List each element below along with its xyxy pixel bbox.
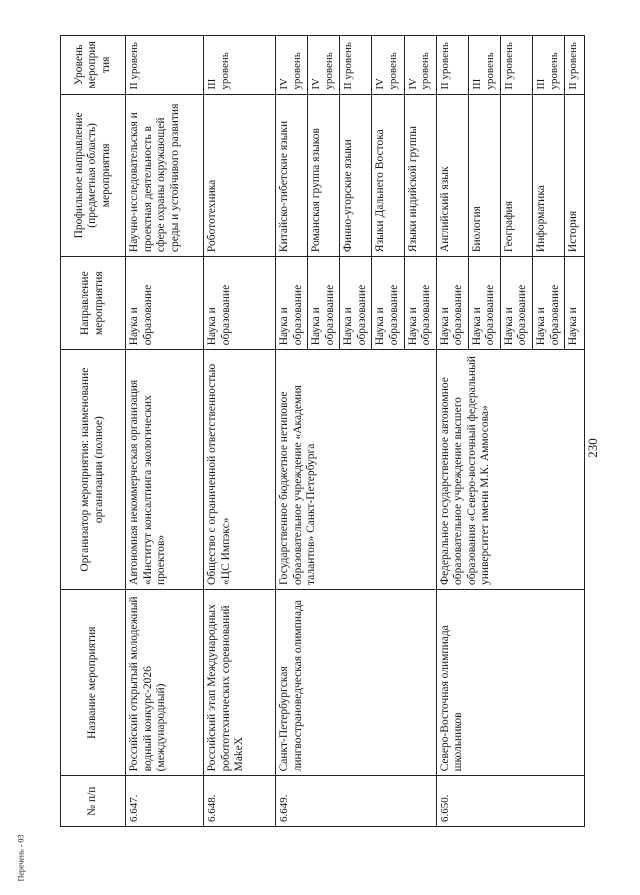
row-level: II уровень [565,36,585,95]
row-profile: История [565,94,585,256]
row-organizer: Автономная некоммерческая организация «Институт консалтинга экологических проектов» [126,350,204,590]
row-direction: Наука и образование [126,257,204,350]
row-name: Санкт-Петербургская лингвострановедческая олимпиада [276,589,437,775]
header-organizer: Организатор мероприятия: наименование организации (полное) [61,350,126,590]
row-direction: Наука и [565,257,585,350]
row-profile: Биология [468,94,500,256]
row-profile: Китайско-тибетские языки [276,94,308,256]
row-direction: Наука и образование [372,257,404,350]
row-level: IV уровень [404,36,436,95]
row-number: 6.647. [126,776,204,827]
row-number: 6.650. [436,776,585,827]
row-profile: География [500,94,532,256]
row-profile: Английский язык [436,94,468,256]
row-direction: Наука и образование [404,257,436,350]
row-level: III уровень [204,36,276,95]
row-direction: Наука и образование [500,257,532,350]
row-direction: Наука и образование [436,257,468,350]
row-profile: Финно-угорские языки [340,94,372,256]
table-row [436,36,468,827]
row-number: 6.648. [204,776,276,827]
row-organizer: Федеральное государственное автономное образовательное учреждение высшего образования «Северо-восточный федеральный университет имени М.К. Аммосова» [436,350,585,590]
row-direction: Наука и образование [276,257,308,350]
row-number: 6.649. [276,776,437,827]
footer-note: Перечень - 03 [16,834,26,882]
row-level: IV уровень [372,36,404,95]
events-table [60,35,585,827]
row-profile: Информатика [533,94,565,256]
row-level: III уровень [468,36,500,95]
row-name: Северо-Восточная олимпиада школьников [436,589,585,775]
row-profile: Языки индийской группы [404,94,436,256]
row-level: II уровень [436,36,468,95]
header-number: № п/п [61,776,126,827]
row-direction: Наука и образование [468,257,500,350]
row-level: IV уровень [276,36,308,95]
row-profile: Языки Дальнего Востока [372,94,404,256]
row-profile: Научно-исследовательская и проектная деятельность в сфере охраны окружающей среды и устойчивого развития [126,94,204,256]
header-name: Название мероприятия [61,589,126,775]
rotated-table-wrapper [60,35,585,827]
row-organizer: Общество с ограниченной ответственностью «ЦС Импэкс» [204,350,276,590]
table-row [276,36,308,827]
row-name: Российский этап Международных робототехнических соревнований MakeX [204,589,276,775]
header-profile: Профильное направление (предметная область) мероприятия [61,94,126,256]
row-level: II уровень [500,36,532,95]
row-level: II уровень [126,36,204,95]
page-number: 230 [585,438,600,458]
row-direction: Наука и образование [308,257,340,350]
row-profile: Робототехника [204,94,276,256]
row-level: II уровень [340,36,372,95]
table-header-row [61,36,126,827]
row-direction: Наука и образование [533,257,565,350]
row-profile: Романская группа языков [308,94,340,256]
row-level: IV уровень [308,36,340,95]
row-level: III уровень [533,36,565,95]
header-level: Уровень мероприятия [61,36,126,95]
header-direction: Направление мероприятия [61,257,126,350]
table-row [126,36,204,827]
row-direction: Наука и образование [204,257,276,350]
table-row [204,36,276,827]
row-organizer: Государственное бюджетное нетиповое образовательное учреждение «Академия талантов» Санкт-Петербурга [276,350,437,590]
row-name: Российский открытый молодежный водный конкурс-2026 (международный) [126,589,204,775]
row-direction: Наука и образование [340,257,372,350]
